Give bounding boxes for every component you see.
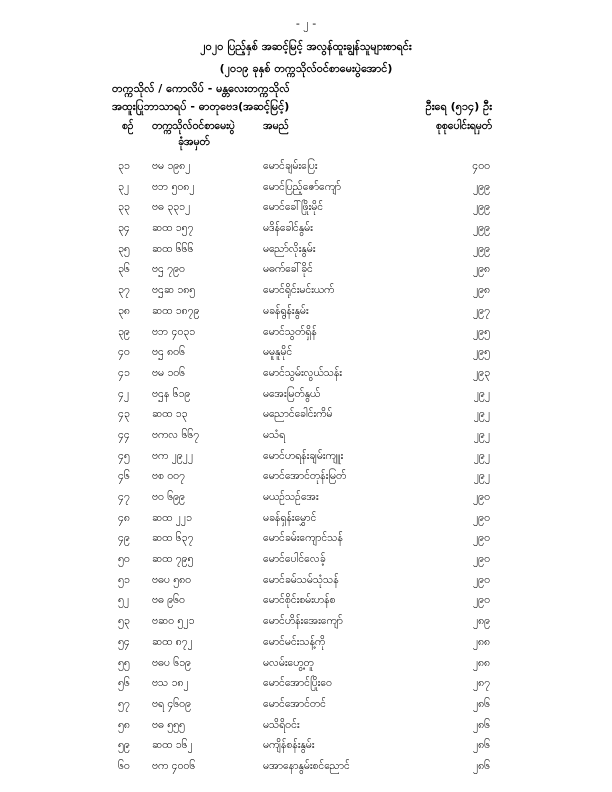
table-row: [0, 574, 612, 595]
serial-number: ၅၅: [118, 656, 130, 669]
total-marks: ၂၈၆: [472, 718, 490, 731]
student-name: မယဉ်သဉ်အေး: [263, 491, 319, 503]
table-row: [0, 160, 612, 181]
table-row: [0, 553, 612, 574]
total-marks: ၂၉၃: [473, 366, 490, 379]
total-marks: ၄၀၀: [472, 160, 490, 172]
table-row: [0, 222, 612, 243]
student-name: မညောင်ခေါင်းကိမ်: [263, 408, 333, 421]
total-marks: ၂၉၅: [473, 325, 490, 338]
table-row: [0, 512, 612, 533]
roll-number: ဆထ ၇၉၅: [152, 553, 194, 566]
roll-number: ဗမ ၁၉၈၂: [152, 160, 191, 172]
table-row: [0, 677, 612, 698]
serial-number: ၄၁: [118, 366, 130, 379]
serial-number: ၄၄: [118, 428, 130, 441]
table-row: [0, 429, 612, 450]
student-name: မညော်လိုးနွမ်း: [263, 242, 316, 255]
table-row: [0, 326, 612, 347]
total-marks: ၂၈၉: [472, 615, 490, 628]
roll-number: ဆထ ၁၅၇: [152, 222, 194, 235]
serial-number: ၃၇: [118, 284, 130, 297]
roll-number: ဆထ ၂၂၁: [152, 511, 192, 524]
serial-number: ၅၂: [118, 594, 130, 607]
roll-number: ဗဌ ၈၀၆: [152, 346, 185, 359]
roll-number: ဗကလ ၆၆၇: [152, 428, 200, 441]
total-marks: ၂၉၂: [473, 449, 490, 462]
results-table: [0, 160, 612, 781]
student-name: မောင်ပြည့်ဇော်ကျော်: [263, 180, 341, 193]
student-name: မသိရိဝင်း: [263, 718, 300, 731]
table-row: [0, 615, 612, 636]
student-name: မောင်ဟရန်းချမ်းကျူး: [263, 449, 344, 462]
table-row: [0, 243, 612, 264]
total-marks: ၂၈၆: [472, 697, 490, 710]
student-name: မောင်မင်းသန့်ကို: [263, 635, 326, 648]
serial-number: ၅၀: [118, 553, 130, 566]
student-name: မအေးမြတ်နွယ်: [263, 387, 321, 400]
serial-number: ၅၆: [118, 677, 130, 690]
student-name: မောင်ခေါ်ဖြိုးမိုင်: [263, 201, 324, 214]
roll-number: ဗရ ၄၆၀၉: [152, 697, 191, 710]
total-marks: ၂၉၀: [473, 511, 490, 524]
total-marks: ၂၉၉: [473, 180, 490, 193]
total-marks: ၂၉၉: [473, 242, 490, 255]
table-row: [0, 491, 612, 512]
roll-number: ဗမ ၁၀၆: [152, 366, 186, 379]
student-name: မကျိန်စန်းနွမ်း: [263, 739, 315, 752]
serial-number: ၆၀: [118, 759, 130, 772]
total-marks: ၂၉၈: [472, 263, 490, 276]
document-title: ၂၀၂၀ ပြည့်နှစ် အဆင့်မြင့် အလွန်ထူးချွန်သူများစာရင်း: [200, 40, 412, 53]
roll-number: ဆထ ၆၃၇: [152, 532, 194, 545]
table-row: [0, 532, 612, 553]
table-row: [0, 636, 612, 657]
header-roll-number-line2: ခုံအမှတ်: [178, 136, 210, 148]
student-name: မလမ်းဟွေ့တူ: [263, 656, 314, 669]
table-row: [0, 594, 612, 615]
table-row: [0, 346, 612, 367]
total-marks: ၂၈၆: [472, 739, 490, 752]
university-line: တက္ကသိုလ် / ကောလိပ် - မန္တလေးတက္ကသိုလ်: [112, 82, 290, 95]
total-marks: ၂၉၉: [473, 222, 490, 235]
serial-number: ၅၉: [118, 739, 130, 752]
total-marks: ၂၉၀: [473, 594, 490, 607]
total-marks: ၂၉၂: [473, 470, 490, 483]
table-row: [0, 657, 612, 678]
total-marks: ၂၉၀: [473, 491, 490, 503]
roll-number: ဗဓ ၃၃၁၂: [152, 201, 191, 214]
serial-number: ၅၇: [118, 697, 130, 710]
header-serial-number: စဉ်: [122, 120, 134, 132]
student-name: မောင်ခမ်သမ်သုံသန်: [263, 573, 339, 586]
serial-number: ၃၅: [118, 242, 130, 255]
serial-number: ၃၄: [118, 222, 130, 235]
student-name: မဒိန်ခေါင်နွမ်း: [263, 222, 313, 235]
roll-number: ဗဌန ၆၁၉: [152, 387, 191, 400]
serial-number: ၄၆: [118, 470, 130, 483]
roll-number: ဗသ ၁၈၂: [152, 677, 189, 690]
table-row: [0, 450, 612, 471]
roll-number: ဗဝ ၆၉၉: [152, 491, 185, 503]
serial-number: ၄၃: [118, 408, 130, 421]
total-marks: ၂၉၀: [473, 553, 490, 566]
header-roll-number: တက္ကသိုလ်ဝင်စာမေးပွဲ: [152, 120, 235, 132]
roll-number: ဗစ ၀၀၇: [152, 470, 185, 483]
serial-number: ၄၈: [118, 511, 130, 524]
total-marks: ၂၉၇: [473, 304, 490, 317]
roll-number: ဗဓပ ၅၈၀: [152, 573, 192, 586]
student-name: မောင်အောင်တုန်းမြတ်: [263, 470, 347, 483]
serial-number: ၅၁: [118, 573, 130, 586]
student-name: မမူနူမိုင်: [263, 346, 293, 359]
student-name: မောင်အောင်တင်: [263, 697, 326, 710]
roll-number: ဗဆဝ ၅၂၁: [152, 615, 195, 628]
table-row: [0, 760, 612, 781]
total-marks: ၂၉၅: [473, 346, 490, 359]
student-name: မောင်ချမ်းပြေး: [263, 160, 318, 172]
table-row: [0, 305, 612, 326]
student-name: မောင်အောင်ပြိုးဝေ: [263, 677, 332, 690]
roll-number: ဗဘ ၅၀၈၂: [152, 180, 195, 193]
total-marks: ၂၉၂: [473, 428, 490, 441]
total-marks: ၂၈၇: [472, 677, 490, 690]
student-name: မောင်သွမ်းလွယ်သန်း: [263, 366, 342, 379]
roll-number: ဗဌဆ ၁၈၅: [152, 284, 196, 297]
table-row: [0, 739, 612, 760]
serial-number: ၄၅: [118, 449, 130, 462]
table-row: [0, 698, 612, 719]
serial-number: ၃၁: [118, 160, 130, 172]
serial-number: ၅၄: [118, 635, 130, 648]
serial-number: ၃၈: [118, 304, 130, 317]
student-name: မောင်စိုင်းစမ်းဟန်စ: [263, 594, 336, 607]
roll-number: ဗဌ ၇၉၀: [152, 263, 185, 276]
student-name: မဓက်ခေါ်ခိုင်: [263, 263, 313, 276]
roll-number: ဆထ ၁၆၂: [152, 739, 193, 752]
student-name: မောင်ရိုင်းမင်းယက်: [263, 284, 335, 297]
student-name: မောင်ခမ်းကျောင်သန်: [263, 532, 343, 545]
table-row: [0, 470, 612, 491]
table-row: [0, 367, 612, 388]
roll-number: ဆထ ၁၈၇၉: [152, 304, 200, 317]
student-name: မောင်သွတ်ရှိန်: [263, 325, 317, 338]
total-marks: ၂၉၉: [473, 201, 490, 214]
document-subtitle: (၂၀၁၉ ခုနှစ် တက္ကသိုလ်ဝင်စာမေးပွဲအောင်): [219, 62, 393, 75]
total-marks: ၂၉၂: [473, 408, 490, 421]
table-row: [0, 263, 612, 284]
roll-number: ဗက ၄၀၀၆: [152, 759, 196, 772]
total-marks: ၂၉၀: [473, 532, 490, 545]
student-name: မောင်ဟိန်းအေးကျော်: [263, 615, 343, 628]
header-total-marks: စုစုပေါင်းရမှတ်: [435, 120, 492, 132]
student-name: မောင်ပေါင်လေခ့်: [263, 553, 326, 566]
total-marks: ၂၉၈: [472, 284, 490, 297]
table-row: [0, 388, 612, 409]
total-marks: ၂၈၈: [472, 635, 490, 648]
page-number: - ၂ -: [295, 17, 317, 30]
serial-number: ၃၃: [118, 201, 130, 214]
roll-number: ဆထ ၁၃: [152, 408, 188, 421]
serial-number: ၅၃: [118, 615, 130, 628]
roll-number: ဗဓ ၉၆၀: [152, 594, 185, 607]
serial-number: ၄၇: [118, 491, 130, 503]
table-row: [0, 408, 612, 429]
roll-number: ဗဓ ၅၅၅: [152, 718, 185, 731]
total-count: ဦးရေ (၅၁၄) ဦး: [425, 100, 492, 113]
total-marks: ၂၉၀: [473, 573, 490, 586]
serial-number: ၃၉: [118, 325, 130, 338]
total-marks: ၂၈၆: [472, 759, 490, 772]
table-row: [0, 181, 612, 202]
total-marks: ၂၉၂: [473, 387, 490, 400]
table-row: [0, 284, 612, 305]
header-name: အမည်: [263, 120, 289, 132]
roll-number: ဗဘ ၄၀၃၁: [152, 325, 196, 338]
total-marks: ၂၈၈: [472, 656, 490, 669]
student-name: မခန်ရွန်းနွမ်း: [263, 304, 309, 317]
table-row: [0, 201, 612, 222]
serial-number: ၃၂: [118, 180, 130, 193]
roll-number: ဗဓပ ၆၁၉: [152, 656, 191, 669]
roll-number: ဆထ ၈၇၂: [152, 635, 193, 648]
student-name: မအာနောနွမ်းစင်ညောင်: [263, 759, 350, 772]
subject-line: အထူးပြုဘာသာရပ် - ဓာတုဗေဒ(အဆင့်မြင့်): [112, 100, 290, 113]
serial-number: ၅၈: [118, 718, 130, 731]
serial-number: ၃၆: [118, 263, 130, 276]
roll-number: ဆထ ၆၆၆: [152, 242, 194, 255]
serial-number: ၄၂: [118, 387, 130, 400]
serial-number: ၄၀: [118, 346, 130, 359]
student-name: မသံရ: [263, 428, 286, 441]
student-name: မခန်ရှန်းမွှောင်: [263, 511, 317, 524]
roll-number: ဗက ၂၉၂၂: [152, 449, 193, 462]
serial-number: ၄၉: [118, 532, 130, 545]
table-row: [0, 719, 612, 740]
